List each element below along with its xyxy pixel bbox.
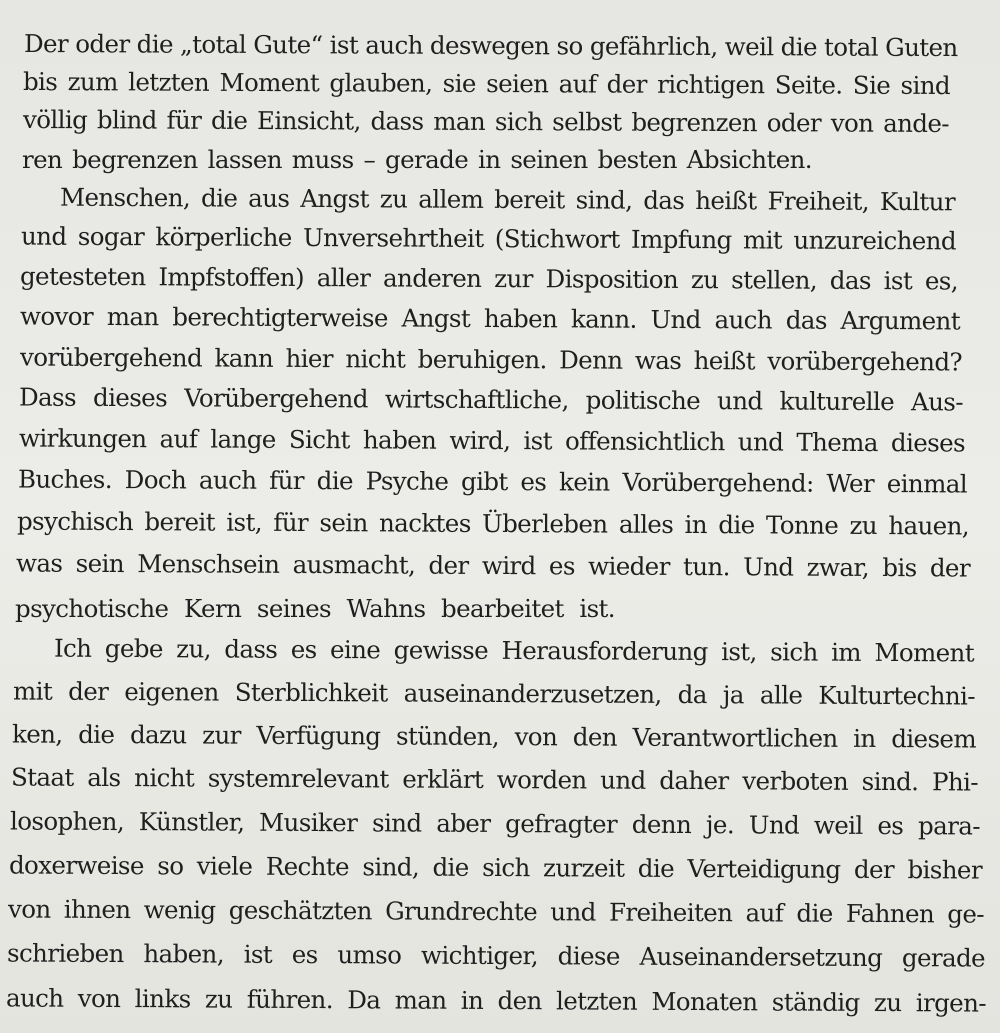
text-line: wirkungen auf lange Sicht haben wird, ist offensichtlich und Thema dieses <box>18 423 966 458</box>
text-line: psychisch bereit ist, für sein nacktes Überleben alles in die Tonne zu hauen, <box>16 506 970 541</box>
text-line: mit der eigenen Sterblichkeit auseinanderzusetzen, da ja alle Kulturtechni- <box>12 676 976 711</box>
text-line: bis zum letzten Moment glauben, sie seien auf der richtigen Seite. Sie sind <box>22 66 951 101</box>
text-line: Dass dieses Vorübergehend wirtschaftliche, politische und kulturelle Aus- <box>18 382 964 417</box>
text-line: ren begrenzen lassen muss – gerade in seinen besten Absichten. <box>22 145 812 174</box>
text-line: schrieben haben, ist es umso wichtiger, diese Auseinandersetzung gerade <box>6 938 986 973</box>
text-line: vorübergehend kann hier nicht beruhigen. Denn was heißt vorübergehend? <box>19 342 963 377</box>
text-line: völlig blind für die Einsicht, dass man sich selbst begrenzen oder von ande- <box>22 104 950 139</box>
paragraph-first-line: Ich gebe zu, dass es eine gewisse Herausforderung ist, sich im Moment <box>53 633 975 668</box>
text-line: doxerweise so viele Rechte sind, die sich zurzeit die Verteidigung der bisher <box>8 850 983 885</box>
text-line: was sein Menschsein ausmacht, der wird es wieder tun. Und zwar, bis der <box>15 548 971 583</box>
text-line: losophen, Künstler, Musiker sind aber gefragter denn je. Und weil es para- <box>9 806 981 841</box>
paragraph-first-line: Menschen, die aus Angst zu allem bereit sind, das heißt Freiheit, Kultur <box>59 182 956 217</box>
text-line: wovor man berechtigterweise Angst haben kann. Und auch das Argument <box>19 301 961 336</box>
text-line: auch von links zu führen. Da man in den letzten Monaten ständig zu irgen- <box>5 983 987 1018</box>
text-line: von ihnen wenig geschätzten Grundrechte und Freiheiten auf die Fahnen ge- <box>7 894 985 929</box>
text-line: Staat als nicht systemrelevant erklärt worden und daher verboten sind. Phi- <box>10 762 979 797</box>
text-line: Buches. Doch auch für die Psyche gibt es kein Vorübergehend: Wer einmal <box>17 464 968 499</box>
text-line: psychotische Kern seines Wahns bearbeitet ist. <box>15 594 615 623</box>
text-line: Der oder die „total Gute“ ist auch deswegen so gefährlich, weil die total Guten <box>23 28 958 63</box>
text-line: ken, die dazu zur Verfügung stünden, von den Verantwortlichen in diesem <box>11 719 977 754</box>
text-line: und sogar körperliche Unversehrtheit (Stichwort Impfung mit unzureichend <box>20 221 957 256</box>
text-line: getesteten Impfstoffen) aller anderen zur Disposition zu stellen, das ist es, <box>19 261 959 296</box>
